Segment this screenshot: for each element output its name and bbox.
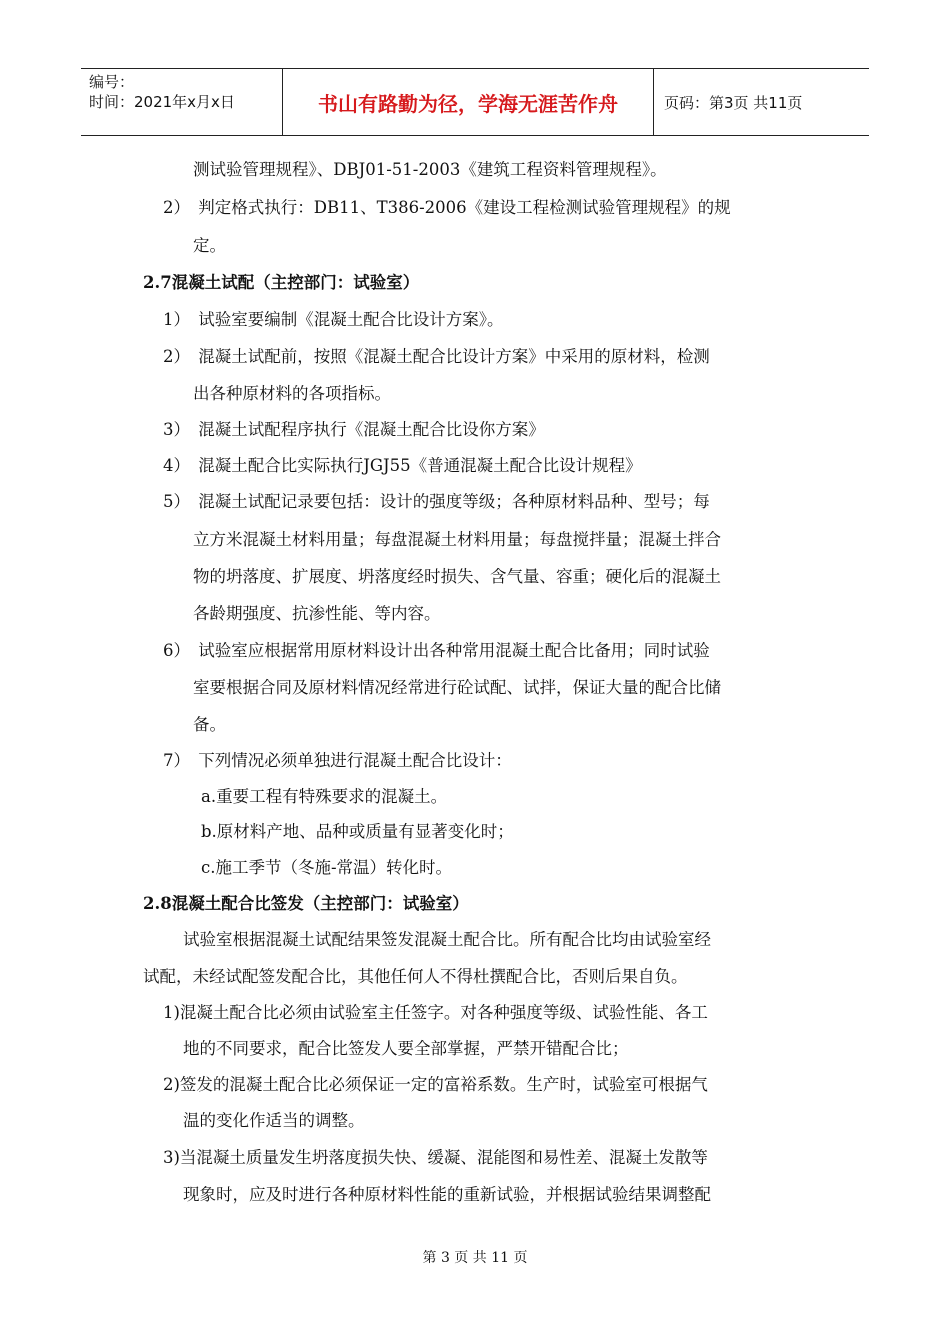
header-meta [81, 69, 282, 135]
body-line: 测试验管理规程》、DBJ01-51-2003《建筑工程资料管理规程》。 [193, 160, 667, 179]
page-footer [0, 1247, 950, 1267]
body-line: 2） 混凝土试配前，按照《混凝土配合比设计方案》中采用的原材料，检测 [163, 347, 710, 366]
body-line: 试配，未经试配签发配合比，其他任何人不得杜撰配合比，否则后果自负。 [143, 967, 688, 986]
body-line: 6） 试验室应根据常用原材料设计出各种常用混凝土配合比备用；同时试验 [163, 641, 710, 660]
section-heading-2-7: 2.7混凝土试配（主控部门：试验室） [143, 273, 420, 292]
body-line: 备。 [193, 715, 226, 734]
body-line: 现象时，应及时进行各种原材料性能的重新试验，并根据试验结果调整配 [183, 1185, 711, 1204]
body-line: a.重要工程有特殊要求的混凝土。 [201, 787, 448, 806]
body-line: 1)混凝土配合比必须由试验室主任签字。对各种强度等级、试验性能、各工 [163, 1003, 708, 1022]
footer-page-number: 第 3 页 共 11 页 [422, 1250, 528, 1266]
header-page-number: 页码：第3页 共11页 [664, 93, 803, 112]
body-line: b.原材料产地、品种或质量有显著变化时； [201, 822, 514, 841]
body-line: 4） 混凝土配合比实际执行JGJ55《普通混凝土配合比设计规程》 [163, 456, 642, 475]
body-line: 地的不同要求，配合比签发人要全部掌握，严禁开错配合比； [183, 1039, 629, 1058]
header-page-cell [654, 69, 869, 135]
body-line: 1） 试验室要编制《混凝土配合比设计方案》。 [163, 310, 504, 329]
body-line: 2） 判定格式执行：DB11、T386-2006《建设工程检测试验管理规程》的规 [163, 198, 731, 217]
page-header [81, 68, 869, 136]
document-number-label: 编号： [89, 73, 135, 91]
header-motto-cell [282, 69, 654, 135]
body-line: 定。 [193, 236, 226, 255]
body-line: 各龄期强度、抗渗性能、等内容。 [193, 604, 441, 623]
body-line: c.施工季节（冬施-常温）转化时。 [201, 858, 453, 877]
body-line: 出各种原材料的各项指标。 [193, 384, 391, 403]
section-heading-2-8: 2.8混凝土配合比签发（主控部门：试验室） [143, 894, 469, 913]
body-line: 温的变化作适当的调整。 [183, 1111, 365, 1130]
header-motto: 书山有路勤为径，学海无涯苦作舟 [318, 91, 618, 116]
body-line: 3） 混凝土试配程序执行《混凝土配合比设你方案》 [163, 420, 545, 439]
body-line: 室要根据合同及原材料情况经常进行砼试配、试拌，保证大量的配合比储 [193, 678, 721, 697]
body-line: 物的坍落度、扩展度、坍落度经时损失、含气量、容重；硬化后的混凝土 [193, 567, 721, 586]
body-line: 2)签发的混凝土配合比必须保证一定的富裕系数。生产时，试验室可根据气 [163, 1075, 708, 1094]
body-line: 3)当混凝土质量发生坍落度损失快、缓凝、混能图和易性差、混凝土发散等 [163, 1148, 708, 1167]
body-line: 7） 下列情况必须单独进行混凝土配合比设计： [163, 751, 512, 770]
body-line: 立方米混凝土材料用量；每盘混凝土材料用量；每盘搅拌量；混凝土拌合 [193, 530, 721, 549]
body-line: 5） 混凝土试配记录要包括：设计的强度等级；各种原材料品种、型号；每 [163, 492, 710, 511]
document-time-label: 时间：2021年x月x日 [89, 93, 235, 111]
body-line: 试验室根据混凝土试配结果签发混凝土配合比。所有配合比均由试验室经 [183, 930, 711, 949]
